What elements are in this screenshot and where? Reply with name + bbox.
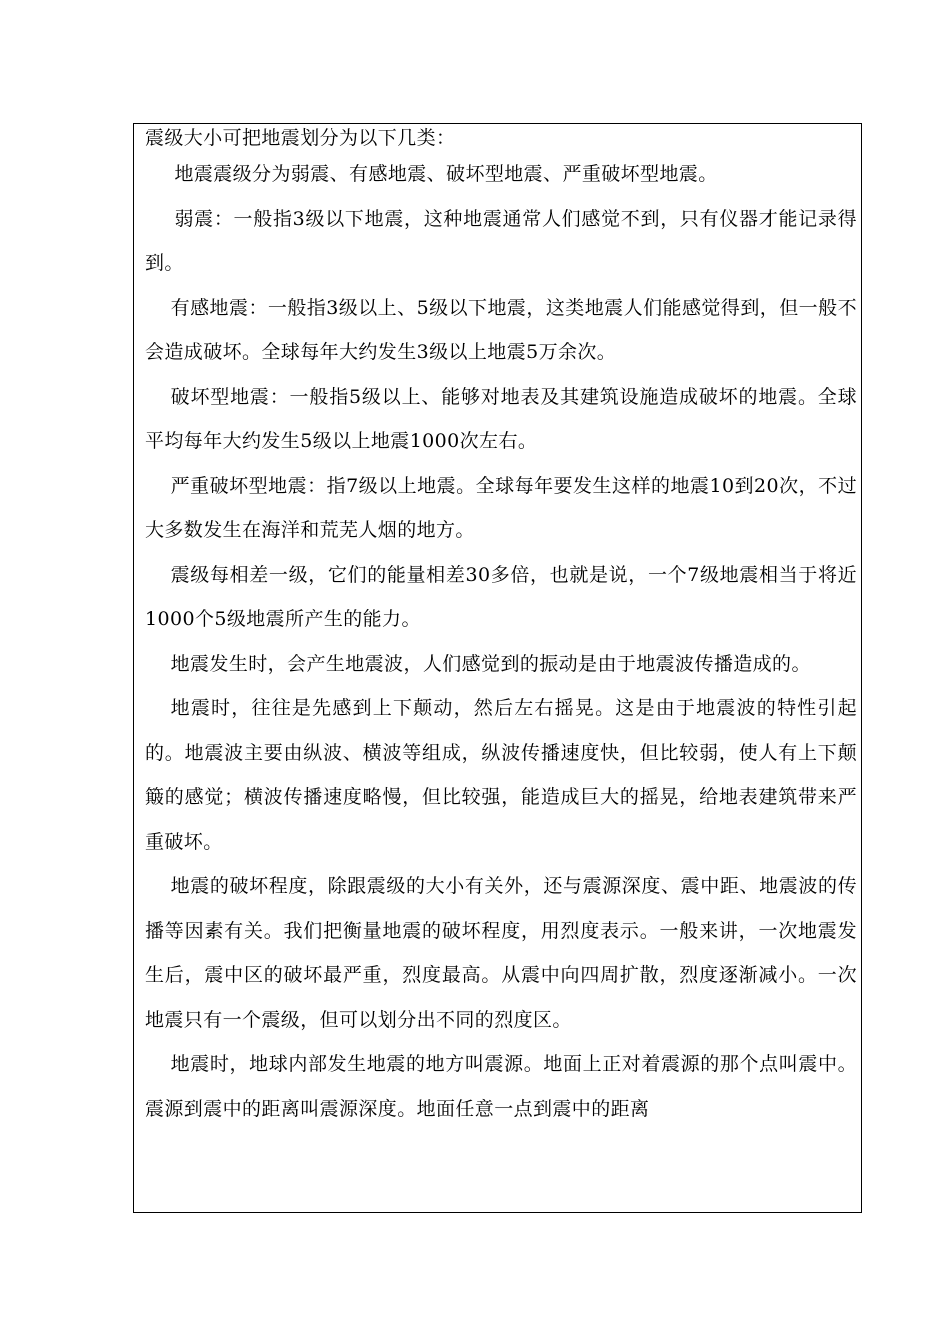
intro-line: 震级大小可把地震划分为以下几类：	[145, 127, 456, 149]
paragraph-intensity: 地震的破坏程度，除跟震级的大小有关外，还与震源深度、震中距、地震波的传播等因素有关。我们把衡量地震的破坏程度，用烈度表示。一般来讲，一次地震发生后，震中区的破坏最严重，烈度最高。从震中向四周扩散，烈度逐渐减小。一次地震只有一个震级，但可以划分出不同的烈度区。	[145, 875, 857, 1031]
text-table-cell	[133, 123, 862, 1213]
paragraph-hypocenter: 地震时，地球内部发生地震的地方叫震源。地面上正对着震源的那个点叫震中。震源到震中的距离叫震源深度。地面任意一点到震中的距离	[145, 1053, 857, 1120]
paragraph-magnitude-energy: 震级每相差一级，它们的能量相差30多倍，也就是说，一个7级地震相当于将近1000个5级地震所产生的能力。	[145, 563, 857, 630]
paragraph-felt-earthquake: 有感地震：一般指3级以上、5级以下地震，这类地震人们能感觉得到，但一般不会造成破坏。全球每年大约发生3级以上地震5万余次。	[145, 296, 857, 363]
document-body	[145, 124, 857, 1131]
paragraph-weak-earthquake: 弱震：一般指3级以下地震，这种地震通常人们感觉不到，只有仪器才能记录得到。	[145, 207, 857, 274]
paragraph-severe-earthquake: 严重破坏型地震：指7级以上地震。全球每年要发生这样的地震10到20次，不过大多数发生在海洋和荒芜人烟的地方。	[145, 474, 857, 541]
paragraph-wave-types: 地震时，往往是先感到上下颠动，然后左右摇晃。这是由于地震波的特性引起的。地震波主要由纵波、横波等组成，纵波传播速度快，但比较弱，使人有上下颠簸的感觉；横波传播速度略慢，但比较强，能造成巨大的摇晃，给地表建筑带来严重破坏。	[145, 697, 857, 853]
paragraph-seismic-waves: 地震发生时，会产生地震波，人们感觉到的振动是由于地震波传播造成的。	[170, 652, 811, 675]
paragraph-destructive-earthquake: 破坏型地震：一般指5级以上、能够对地表及其建筑设施造成破坏的地震。全球平均每年大约发生5级以上地震1000次左右。	[145, 385, 857, 452]
paragraph-magnitude-categories: 地震震级分为弱震、有感地震、破坏型地震、严重破坏型地震。	[174, 163, 718, 185]
